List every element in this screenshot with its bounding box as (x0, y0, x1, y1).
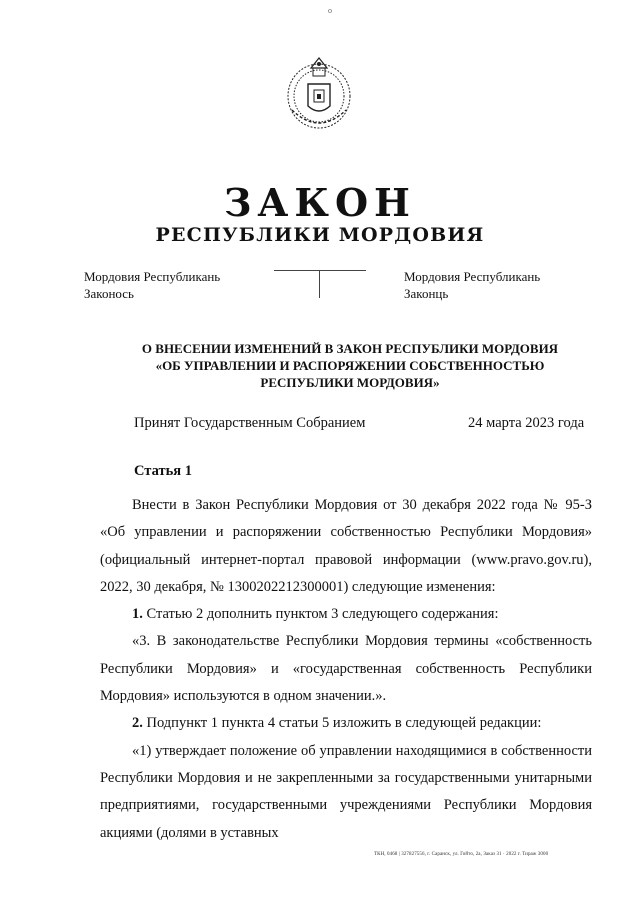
item-1-number: 1. (132, 606, 143, 623)
article-intro: Внести в Закон Республики Мордовия от 30 декабря 2022 года № 95-З «Об управлении и распоряжении собственностью Республики Мордовия» (официальный интернет-портал правовой информации (www.pravo.gov.ru), 2022, 30 декабря, № 1300202212300001) следующие изменения: (100, 497, 592, 595)
item-2-quote: «1) утверждает положение об управлении находящимися в собственности Республики Мордовия и не закрепленными за государственными унитарными предприятиями, государственными учреждениями Республики Мордовия акциями (долями в уставных (100, 742, 592, 841)
header-divider-horizontal (274, 270, 366, 271)
item-2-number: 2. (132, 715, 143, 732)
amendment-title-line-1: О ВНЕСЕНИИ ИЗМЕНЕНИЙ В ЗАКОН РЕСПУБЛИКИ МОРДОВИЯ (141, 341, 559, 356)
print-code: ТКН, 0468 | 327827556, г. Саранск, ул. Гойто, 2а, Заказ 31 · 2022 г. Тираж 3000 (374, 852, 549, 857)
article-heading: Статья 1 (134, 463, 192, 479)
law-subtitle: РЕСПУБЛИКИ МОРДОВИЯ (155, 224, 485, 246)
coat-of-arms-emblem (284, 50, 354, 134)
amendment-title (100, 340, 600, 391)
moksha-title-right (404, 268, 540, 302)
top-mark: о (328, 6, 332, 15)
adopted-date: 24 марта 2023 года (468, 415, 585, 431)
item-1 (100, 601, 592, 628)
erzya-line-1: Мордовия Республикань (84, 269, 221, 284)
item-2 (100, 710, 592, 737)
item-1-text: Статью 2 дополнить пунктом 3 следующего содержания: (146, 606, 499, 623)
moksha-line-1: Мордовия Республикань (404, 269, 541, 284)
amendment-title-line-2: «ОБ УПРАВЛЕНИИ И РАСПОРЯЖЕНИИ СОБСТВЕННОСТЬЮ (155, 358, 545, 373)
item-2-text: Подпункт 1 пункта 4 статьи 5 изложить в следующей редакции: (146, 715, 542, 732)
erzya-title-left (84, 268, 220, 302)
adopted-by: Принят Государственным Собранием (134, 415, 366, 431)
amendment-title-line-3: РЕСПУБЛИКИ МОРДОВИЯ» (260, 375, 440, 390)
law-title: ЗАКОН (224, 180, 416, 225)
header-divider-vertical (319, 270, 320, 298)
moksha-line-2: Законць (404, 286, 449, 301)
erzya-line-2: Законось (84, 286, 134, 301)
item-1-quote: «3. В законодательстве Республики Мордовия термины «собственность Республики Мордовия» и «государственная собственность Республики Мордовия» используются в одном значении.». (100, 633, 592, 705)
article-body (100, 492, 592, 847)
